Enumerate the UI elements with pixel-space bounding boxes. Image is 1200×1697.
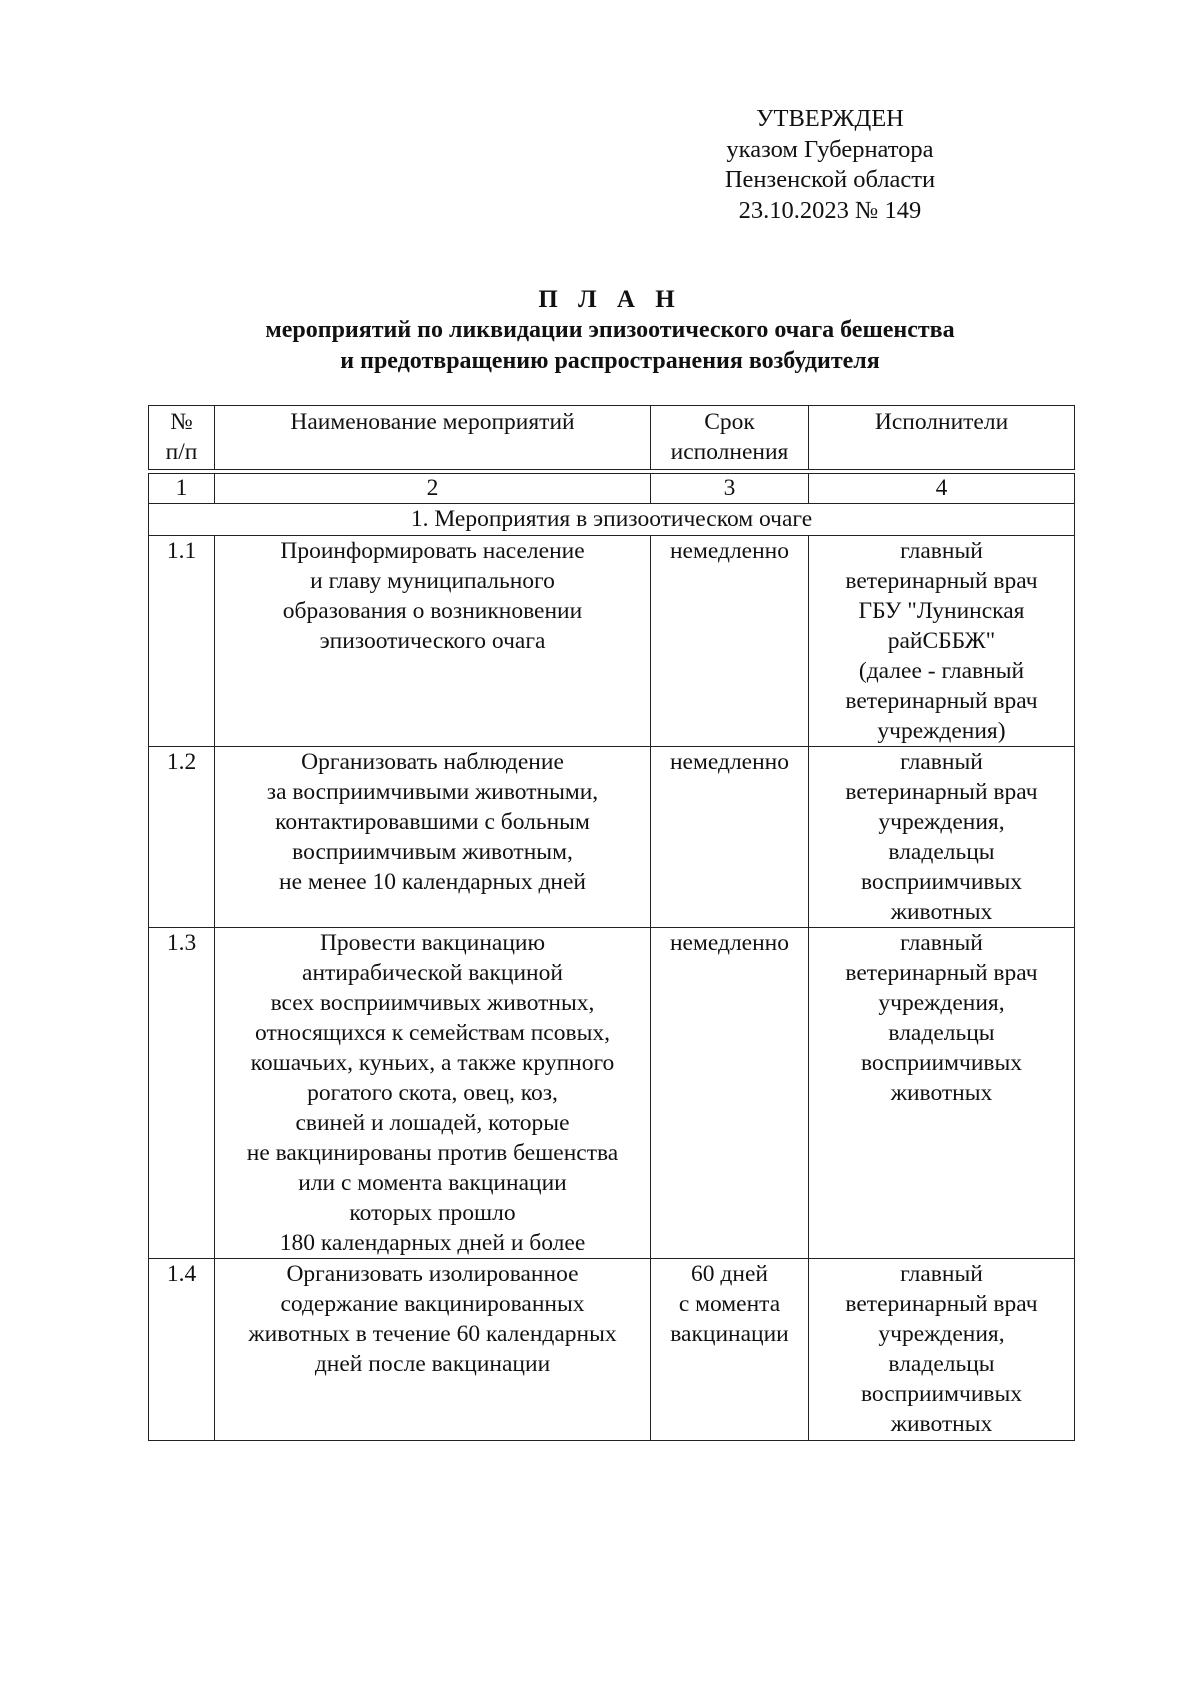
header-number: № п/п: [149, 406, 215, 470]
title-line-1: мероприятий по ликвидации эпизоотического очага бешенства: [265, 317, 955, 343]
row-measure: Организовать наблюдение за восприимчивыми животными, контактировавшими с больным восприимчивым животным, не менее 10 календарных дней: [215, 747, 651, 928]
approval-date-number: 23.10.2023 № 149: [738, 196, 922, 224]
table-row: [149, 747, 1075, 928]
column-number: 1: [149, 474, 215, 504]
row-executors: главный ветеринарный врач ГБУ "Лунинская райСББЖ" (далее - главный ветеринарный врач учреждения): [809, 536, 1075, 747]
row-executors: главный ветеринарный врач учреждения, владельцы восприимчивых животных: [809, 928, 1075, 1259]
row-number: 1.4: [149, 1259, 215, 1441]
column-numbers-row: [149, 474, 1075, 504]
row-deadline: 60 дней с момента вакцинации: [651, 1259, 809, 1441]
row-executors: главный ветеринарный врач учреждения, владельцы восприимчивых животных: [809, 1259, 1075, 1441]
header-executors: Исполнители: [809, 406, 1075, 470]
row-deadline: немедленно: [651, 536, 809, 747]
column-number: 4: [809, 474, 1075, 504]
table-header-row: [149, 406, 1075, 470]
row-number: 1.3: [149, 928, 215, 1259]
title-plan: П Л А Н: [538, 286, 682, 313]
measures-table: [148, 405, 1075, 1441]
approval-heading: УТВЕРЖДЕН: [756, 105, 904, 132]
section-row: [149, 504, 1075, 536]
row-executors: главный ветеринарный врач учреждения, владельцы восприимчивых животных: [809, 747, 1075, 928]
row-deadline: немедленно: [651, 747, 809, 928]
row-number: 1.1: [149, 536, 215, 747]
header-measure-name: Наименование мероприятий: [215, 406, 651, 470]
section-title: 1. Мероприятия в эпизоотическом очаге: [149, 504, 1075, 536]
approval-authority: указом Губернатора: [726, 135, 934, 163]
approval-stamp: [700, 104, 960, 226]
row-measure: Проинформировать население и главу муниципального образования о возникновении эпизоотического очага: [215, 536, 651, 747]
row-measure: Провести вакцинацию антирабической вакциной всех восприимчивых животных, относящихся к семействам псовых, кошачьих, куньих, а также крупного рогатого скота, овец, коз, свиней и лошадей, которые не вакцинированы против бешенства или с момента вакцинации которых прошло 180 календарных дней и более: [215, 928, 651, 1259]
table-row: [149, 536, 1075, 747]
column-number: 2: [215, 474, 651, 504]
header-deadline: Срок исполнения: [651, 406, 809, 470]
title-line-2: и предотвращению распространения возбудителя: [340, 348, 880, 374]
table-row: [149, 928, 1075, 1259]
table-row: [149, 1259, 1075, 1441]
document-title: [200, 284, 1020, 377]
column-number: 3: [651, 474, 809, 504]
approval-region: Пензенской области: [724, 166, 936, 193]
row-number: 1.2: [149, 747, 215, 928]
row-deadline: немедленно: [651, 928, 809, 1259]
row-measure: Организовать изолированное содержание вакцинированных животных в течение 60 календарных дней после вакцинации: [215, 1259, 651, 1441]
